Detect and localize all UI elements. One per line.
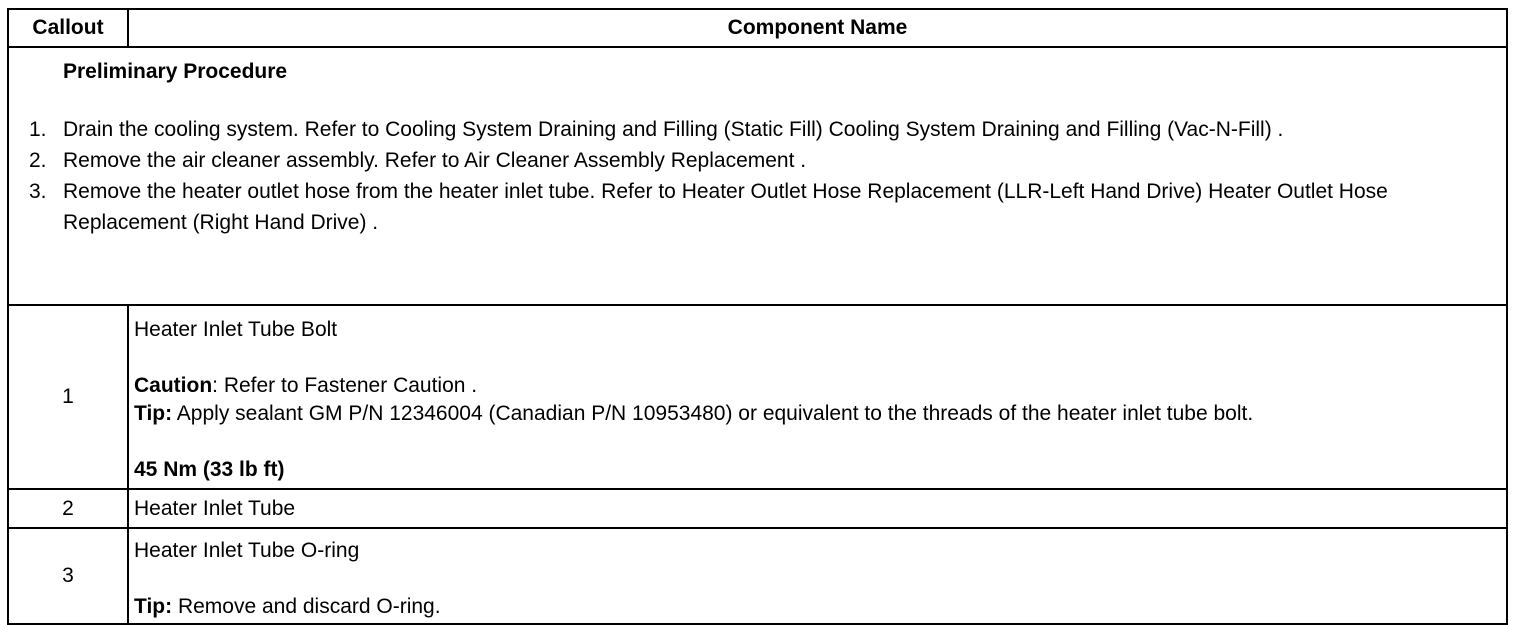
step-text: Remove the air cleaner assembly. Refer to Air Cleaner Assembly Replacement . <box>63 149 807 172</box>
callout-number: 3 <box>8 528 128 624</box>
callout-number: 1 <box>8 305 128 489</box>
table-row <box>8 528 1507 624</box>
caution-text: : Refer to Fastener Caution . <box>212 374 478 397</box>
tip-text: Remove and discard O-ring. <box>172 595 441 618</box>
step-text: Remove the heater outlet hose from the heater inlet tube. Refer to Heater Outlet Hose Replacement (LLR-Left Hand Drive) Heater Outlet Hose Replacement (Right Hand Drive) . <box>63 180 1388 234</box>
component-name: Heater Inlet Tube O-ring <box>134 539 360 562</box>
step-number: 3. <box>29 180 47 203</box>
torque-spec: 45 Nm (33 lb ft) <box>134 458 285 481</box>
component-name-header: Component Name <box>128 9 1507 47</box>
tip-text: Apply sealant GM P/N 12346004 (Canadian P/N 10953480) or equivalent to the threads of the heater inlet tube bolt. <box>172 402 1254 425</box>
step-number: 1. <box>29 118 47 141</box>
preliminary-title: Preliminary Procedure <box>63 60 288 83</box>
component-name: Heater Inlet Tube <box>134 496 296 520</box>
tip-label: Tip: <box>134 402 173 425</box>
tip-label: Tip: <box>134 595 173 618</box>
step-item <box>9 176 1506 238</box>
step-number: 2. <box>29 149 47 172</box>
tip-line <box>134 593 1506 621</box>
caution-label: Caution <box>134 374 213 397</box>
preliminary-steps <box>9 114 1506 238</box>
component-name: Heater Inlet Tube Bolt <box>134 318 338 341</box>
tip-line <box>134 400 1506 428</box>
component-cell <box>128 489 1507 528</box>
component-cell <box>128 305 1507 489</box>
step-item <box>9 145 1506 176</box>
callout-number: 2 <box>8 489 128 528</box>
table-row <box>8 489 1507 528</box>
caution-line <box>134 372 1506 400</box>
step-item <box>9 114 1506 145</box>
table-row <box>8 305 1507 489</box>
preliminary-cell <box>8 47 1507 305</box>
procedure-table <box>7 8 1508 625</box>
header-row <box>8 9 1507 47</box>
preliminary-row <box>8 47 1507 305</box>
step-text: Drain the cooling system. Refer to Cooling System Draining and Filling (Static Fill) Cooling System Draining and Filling (Vac-N-Fill) . <box>63 118 1284 141</box>
component-cell <box>128 528 1507 624</box>
callout-header: Callout <box>8 9 128 47</box>
